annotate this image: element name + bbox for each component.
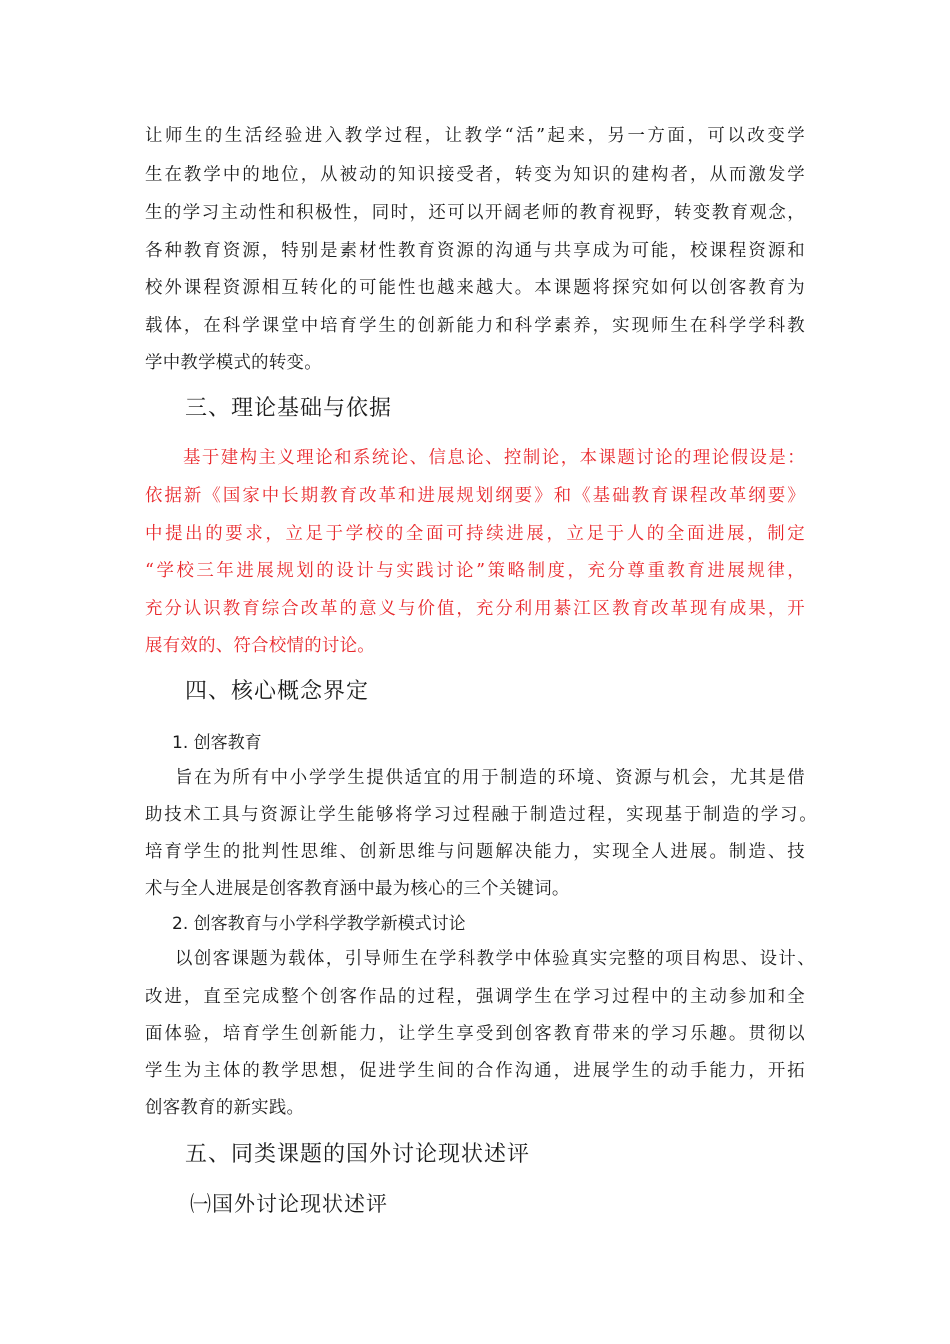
section3-title: 三、理论基础与依据 [185, 396, 393, 421]
item1-line: 助技术工具与资源让学生能够将学习过程融于制造过程，实现基于制造的学习。 [145, 805, 817, 825]
item2-title: 2. 创客教育与小学科学教学新模式讨论 [172, 914, 466, 934]
item2-line: 学生为主体的教学思想，促进学生间的合作沟通，进展学生的动手能力，开拓 [145, 1061, 805, 1081]
intro-line: 载体，在科学课堂中培育学生的创新能力和科学素养，实现师生在科学学科教 [145, 316, 805, 336]
intro-line: 让师生的生活经验进入教学过程，让教学“活”起来，另一方面，可以改变学 [145, 126, 805, 146]
section3-line: 充分认识教育综合改革的意义与价值，充分利用綦江区教育改革现有成果，开 [145, 599, 805, 619]
intro-line: 学中教学模式的转变。 [145, 353, 322, 373]
item1-line: 术与全人进展是创客教育涵中最为核心的三个关键词。 [145, 879, 570, 899]
section3-line: 中提出的要求，立足于学校的全面可持续进展，立足于人的全面进展，制定 [145, 524, 805, 544]
intro-line: 生在教学中的地位，从被动的知识接受者，转变为知识的建构者，从而激发学 [145, 165, 805, 185]
section3-line: “学校三年进展规划的设计与实践讨论”策略制度，充分尊重教育进展规律， [145, 561, 805, 581]
section5-subtitle: ㈠国外讨论现状述评 [190, 1192, 388, 1216]
section5-title: 五、同类课题的国外讨论现状述评 [185, 1142, 531, 1167]
item2-line: 面体验，培育学生创新能力，让学生享受到创客教育带来的学习乐趣。贯彻以 [145, 1024, 805, 1044]
section3-line: 基于建构主义理论和系统论、信息论、控制论，本课题讨论的理论假设是： [183, 448, 805, 468]
item1-line: 旨在为所有中小学学生提供适宜的用于制造的环境、资源与机会，尤其是借 [175, 768, 805, 788]
item2-line: 创客教育的新实践。 [145, 1098, 305, 1118]
intro-line: 生的学习主动性和积极性，同时，还可以开阔老师的教育视野，转变教育观念， [145, 203, 805, 223]
intro-line: 校外课程资源相互转化的可能性也越来越大。本课题将探究如何以创客教育为 [145, 278, 805, 298]
item2-line: 改进，直至完成整个创客作品的过程，强调学生在学习过程中的主动参加和全 [145, 987, 805, 1007]
section3-line: 展有效的、符合校情的讨论。 [145, 636, 375, 656]
section3-line: 依据新《国家中长期教育改革和进展规划纲要》和《基础教育课程改革纲要》 [145, 486, 805, 506]
item1-line: 培育学生的批判性思维、创新思维与问题解决能力，实现全人进展。制造、技 [145, 842, 805, 862]
section4-title: 四、核心概念界定 [185, 679, 370, 704]
item2-line: 以创客课题为载体，引导师生在学科教学中体验真实完整的项目构思、设计、 [175, 949, 815, 969]
intro-line: 各种教育资源，特别是素材性教育资源的沟通与共享成为可能，校课程资源和 [145, 241, 805, 261]
item1-title: 1. 创客教育 [172, 733, 262, 753]
